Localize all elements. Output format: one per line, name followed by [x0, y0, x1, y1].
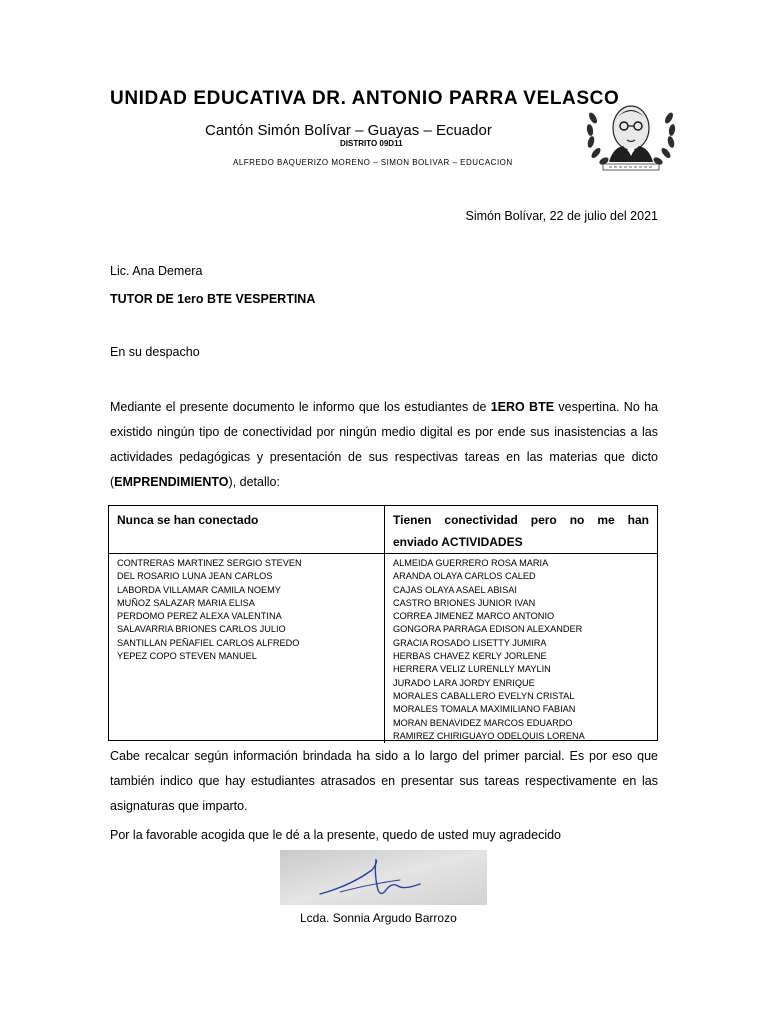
never-connected-column: [109, 554, 385, 743]
student-name: SALAVARRIA BRIONES CARLOS JULIO: [117, 624, 286, 635]
school-name: UNIDAD EDUCATIVA DR. ANTONIO PARRA VELASCO: [110, 88, 620, 109]
letter-date: Simón Bolívar, 22 de julio del 2021: [465, 209, 658, 223]
school-seal-portrait-icon: [583, 98, 679, 172]
paragraph-intro: [110, 395, 658, 495]
student-name: CORREA JIMENEZ MARCO ANTONIO: [393, 611, 555, 622]
student-name: JURADO LARA JORDY ENRIQUE: [393, 677, 535, 688]
never-connected-list: [117, 557, 376, 663]
student-name: GRACIA ROSADO LISETTY JUMIRA: [393, 637, 547, 648]
student-name: MUÑOZ SALAZAR MARIA ELISA: [117, 597, 255, 608]
students-table-body: [109, 554, 657, 743]
signer-name: Lcda. Sonnia Argudo Barrozo: [300, 911, 457, 925]
students-table-header: [109, 506, 657, 554]
handwritten-signature-icon: [280, 850, 487, 905]
student-name: CAJAS OLAYA ASAEL ABISAI: [393, 584, 517, 595]
paragraph-clarification: Cabe recalcar según información brindada ha sido a lo largo del primer parcial. Es por eso que también indico que hay estudiantes atrasados en presentar sus tareas respectivamente en las asignaturas que imparto.: [110, 749, 658, 813]
student-name: MORALES CABALLERO EVELYN CRISTAL: [393, 690, 575, 701]
school-org-line: ALFREDO BAQUERIZO MORENO – SIMON BOLIVAR – EDUCACION: [233, 158, 513, 167]
student-name: PERDOMO PEREZ ALEXA VALENTINA: [117, 611, 282, 622]
student-name: YEPEZ COPO STEVEN MANUEL: [117, 651, 257, 662]
student-name: LABORDA VILLAMAR CAMILA NOEMY: [117, 584, 281, 595]
student-name: CASTRO BRIONES JUNIOR IVAN: [393, 597, 536, 608]
student-name: GONGORA PARRAGA EDISON ALEXANDER: [393, 624, 583, 635]
student-name: CONTRERAS MARTINEZ SERGIO STEVEN: [117, 558, 302, 568]
school-district: DISTRITO 09D11: [340, 139, 403, 148]
para-intro-part-c: vespertina. No ha existido ningún tipo de conectividad por ningún medio digital es por ende sus inasistencias a las actividades pedagógicas y presentación de sus respectivas tareas en las materias que dicto (: [110, 400, 658, 489]
student-name: MORAN BENAVIDEZ MARCOS EDUARDO: [393, 717, 573, 728]
student-name: ALMEIDA GUERRERO ROSA MARIA: [393, 558, 549, 568]
student-name: DEL ROSARIO LUNA JEAN CARLOS: [117, 571, 273, 582]
course-name: 1ERO BTE: [490, 400, 555, 414]
student-name: HERRERA VELIZ LURENLLY MAYLIN: [393, 664, 551, 675]
para-intro-part-e: ), detallo:: [228, 475, 280, 489]
recipient-name: Lic. Ana Demera: [110, 264, 203, 278]
school-location: Cantón Simón Bolívar – Guayas – Ecuador: [205, 122, 492, 139]
no-activities-column: [385, 554, 657, 743]
student-name: RAMIREZ CHIRIGUAYO ODELQUIS LORENA: [393, 730, 585, 741]
student-name: MORALES TOMALA MAXIMILIANO FABIAN: [393, 704, 576, 715]
letter-greeting: En su despacho: [110, 345, 200, 359]
student-name: SANTILLAN PEÑAFIEL CARLOS ALFREDO: [117, 637, 300, 648]
header-never-connected: Nunca se han conectado: [109, 506, 385, 553]
student-name: ARANDA OLAYA CARLOS CALED: [393, 571, 536, 582]
paragraph-closing: Por la favorable acogida que le dé a la presente, quedo de usted muy agradecido: [110, 828, 562, 842]
para-intro-part-a: Mediante el presente documento le informo que los estudiantes de: [110, 400, 491, 414]
recipient-role: TUTOR DE 1ero BTE VESPERTINA: [110, 292, 316, 306]
no-activities-list: [393, 557, 649, 743]
subject-name: EMPRENDIMIENTO: [114, 475, 229, 489]
student-name: HERBAS CHAVEZ KERLY JORLENE: [393, 651, 547, 662]
students-table: [108, 505, 658, 741]
header-no-activities: Tienen conectividad pero no me han enviado ACTIVIDADES: [393, 513, 649, 549]
